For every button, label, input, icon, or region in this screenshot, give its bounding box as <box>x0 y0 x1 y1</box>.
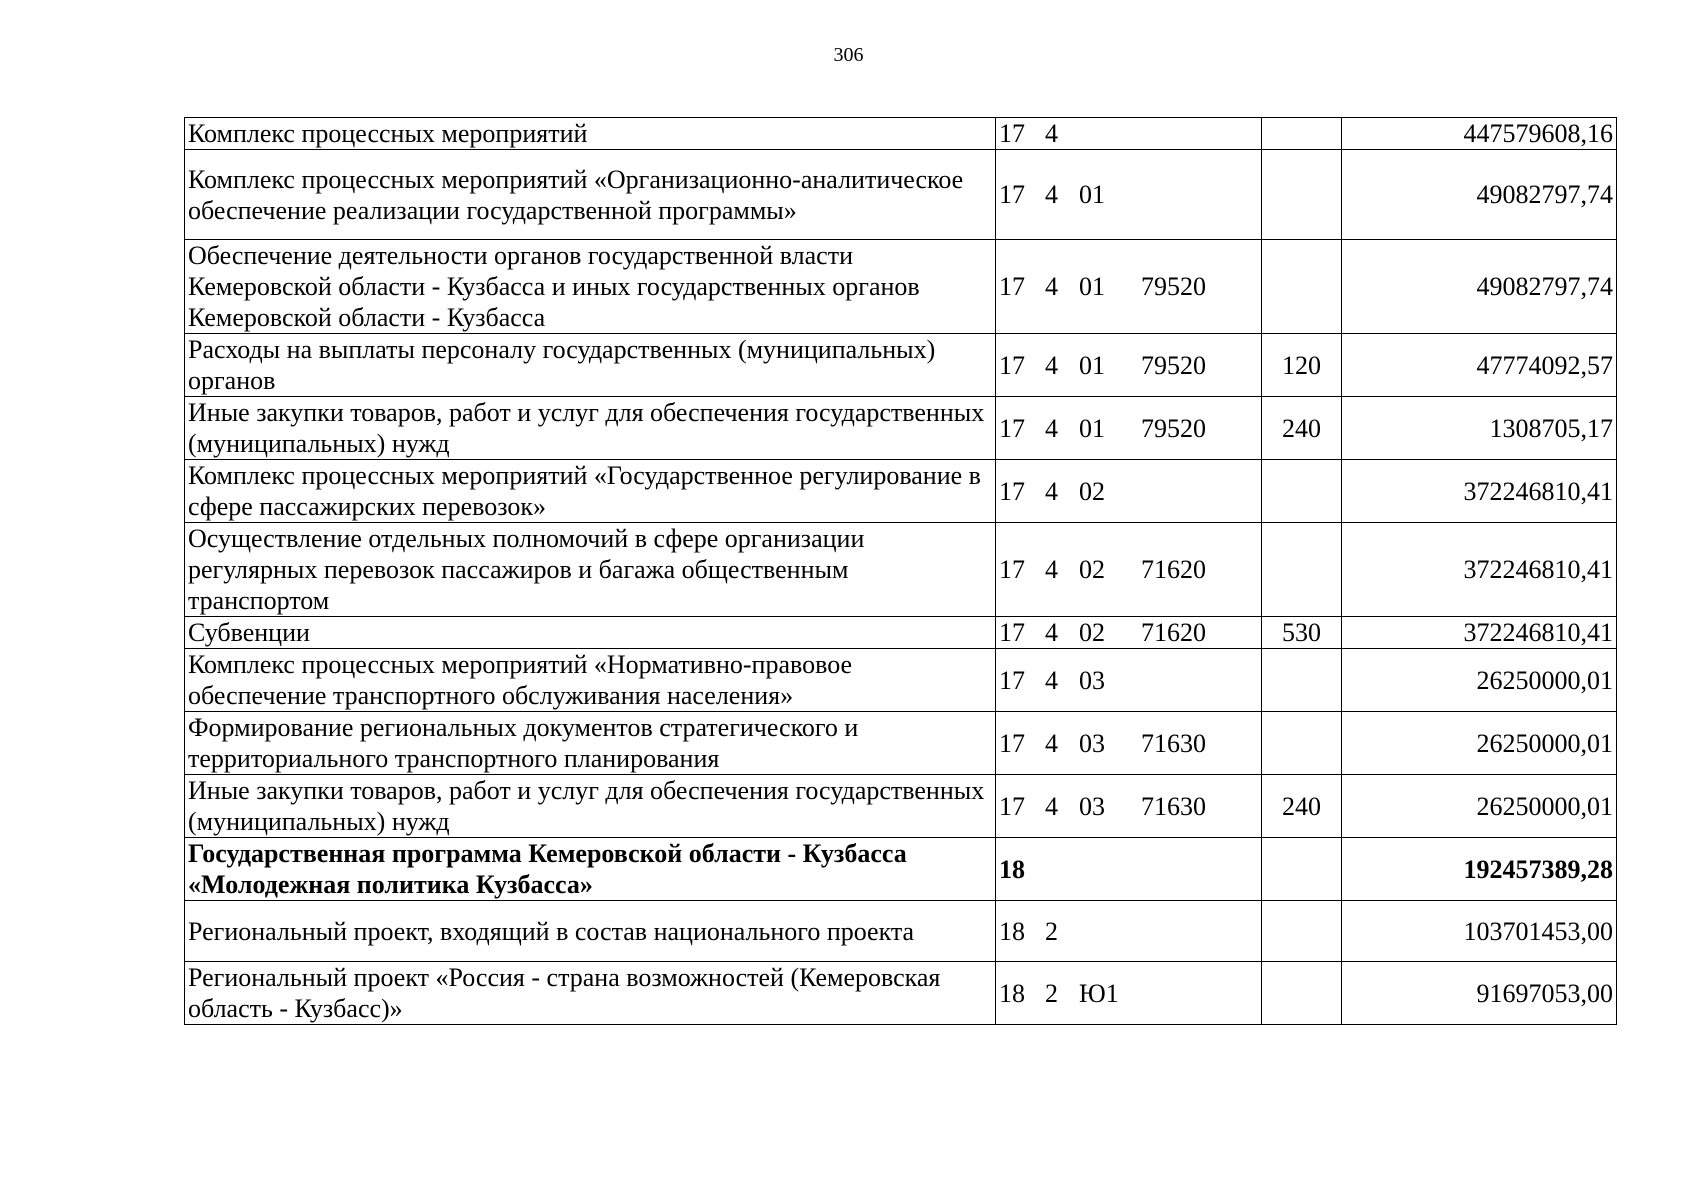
row-target-code <box>996 838 1262 901</box>
table-row <box>185 962 1617 1025</box>
row-amount: 103701453,00 <box>1342 901 1617 962</box>
row-target-code <box>996 775 1262 838</box>
code-structural-element: 02 <box>1079 618 1105 647</box>
code-structural-element: 01 <box>1079 413 1105 443</box>
row-expense-type <box>1262 649 1342 712</box>
code-structural-element: 03 <box>1079 791 1105 821</box>
row-name: Иные закупки товаров, работ и услуг для обеспечения государственных (муниципальных) нужд <box>185 397 996 460</box>
code-subprogram: 2 <box>1045 978 1058 1008</box>
row-amount: 26250000,01 <box>1342 775 1617 838</box>
row-target-code <box>996 397 1262 460</box>
code-direction: 79520 <box>1141 272 1206 301</box>
table-row <box>185 617 1617 649</box>
row-expense-type: 240 <box>1262 397 1342 460</box>
row-target-code <box>996 901 1262 962</box>
table-row <box>185 150 1617 240</box>
code-program: 17 <box>999 728 1025 758</box>
code-program: 17 <box>999 665 1025 695</box>
row-target-code <box>996 240 1262 334</box>
row-amount: 47774092,57 <box>1342 334 1617 397</box>
code-program: 17 <box>999 119 1025 148</box>
row-name: Формирование региональных документов стратегического и территориального транспортного планирования <box>185 712 996 775</box>
row-name: Комплекс процессных мероприятий «Организационно-аналитическое обеспечение реализации государственной программы» <box>185 150 996 240</box>
row-name: Государственная программа Кемеровской области - Кузбасса «Молодежная политика Кузбасса» <box>185 838 996 901</box>
row-name: Обеспечение деятельности органов государственной власти Кемеровской области - Кузбасса и иных государственных органов Кемеровской области - Кузбасса <box>185 240 996 334</box>
row-name: Расходы на выплаты персоналу государственных (муниципальных) органов <box>185 334 996 397</box>
code-subprogram: 2 <box>1045 916 1058 946</box>
budget-table <box>184 117 1617 1025</box>
row-expense-type <box>1262 962 1342 1025</box>
row-amount: 26250000,01 <box>1342 649 1617 712</box>
code-direction: 71630 <box>1141 728 1206 758</box>
code-subprogram: 4 <box>1045 555 1058 584</box>
row-name: Комплекс процессных мероприятий «Государственное регулирование в сфере пассажирских перевозок» <box>185 460 996 523</box>
table-row <box>185 712 1617 775</box>
code-subprogram: 4 <box>1045 476 1058 506</box>
code-program: 18 <box>999 854 1025 884</box>
row-expense-type <box>1262 838 1342 901</box>
code-subprogram: 4 <box>1045 350 1058 380</box>
code-program: 17 <box>999 555 1025 584</box>
row-name: Региональный проект, входящий в состав национального проекта <box>185 901 996 962</box>
row-expense-type <box>1262 712 1342 775</box>
row-expense-type <box>1262 240 1342 334</box>
code-program: 17 <box>999 476 1025 506</box>
row-amount: 192457389,28 <box>1342 838 1617 901</box>
table-row <box>185 523 1617 617</box>
row-amount: 372246810,41 <box>1342 523 1617 617</box>
row-target-code <box>996 334 1262 397</box>
code-structural-element: 02 <box>1079 476 1105 506</box>
row-target-code <box>996 962 1262 1025</box>
code-direction: 71630 <box>1141 791 1206 821</box>
code-program: 17 <box>999 791 1025 821</box>
row-target-code <box>996 617 1262 649</box>
code-subprogram: 4 <box>1045 791 1058 821</box>
row-target-code <box>996 649 1262 712</box>
table-row <box>185 901 1617 962</box>
code-structural-element: 03 <box>1079 665 1105 695</box>
code-subprogram: 4 <box>1045 413 1058 443</box>
row-amount: 372246810,41 <box>1342 617 1617 649</box>
row-amount: 1308705,17 <box>1342 397 1617 460</box>
page-number: 306 <box>833 44 864 66</box>
row-expense-type <box>1262 150 1342 240</box>
code-direction: 79520 <box>1141 350 1206 380</box>
code-program: 17 <box>999 413 1025 443</box>
code-program: 17 <box>999 618 1025 647</box>
table-row <box>185 397 1617 460</box>
row-name: Региональный проект «Россия - страна возможностей (Кемеровская область - Кузбасс)» <box>185 962 996 1025</box>
row-name: Иные закупки товаров, работ и услуг для обеспечения государственных (муниципальных) нужд <box>185 775 996 838</box>
table-row <box>185 460 1617 523</box>
code-program: 18 <box>999 916 1025 946</box>
row-name: Комплекс процессных мероприятий <box>185 118 996 150</box>
code-direction: 71620 <box>1141 618 1206 647</box>
code-structural-element: 02 <box>1079 555 1105 584</box>
row-amount: 91697053,00 <box>1342 962 1617 1025</box>
code-structural-element: Ю1 <box>1079 978 1119 1008</box>
code-program: 17 <box>999 180 1025 209</box>
row-amount: 26250000,01 <box>1342 712 1617 775</box>
code-subprogram: 4 <box>1045 728 1058 758</box>
row-name: Комплекс процессных мероприятий «Нормативно-правовое обеспечение транспортного обслуживания населения» <box>185 649 996 712</box>
code-subprogram: 4 <box>1045 618 1058 647</box>
code-structural-element: 03 <box>1079 728 1105 758</box>
row-target-code <box>996 712 1262 775</box>
row-target-code <box>996 460 1262 523</box>
code-direction: 71620 <box>1141 555 1206 584</box>
table-row <box>185 775 1617 838</box>
row-expense-type <box>1262 523 1342 617</box>
row-name: Осуществление отдельных полномочий в сфере организации регулярных перевозок пассажиров и багажа общественным транспортом <box>185 523 996 617</box>
table-row <box>185 240 1617 334</box>
row-expense-type: 120 <box>1262 334 1342 397</box>
table-row <box>185 649 1617 712</box>
code-program: 17 <box>999 350 1025 380</box>
row-name: Субвенции <box>185 617 996 649</box>
code-structural-element: 01 <box>1079 272 1105 301</box>
row-expense-type: 530 <box>1262 617 1342 649</box>
row-amount: 372246810,41 <box>1342 460 1617 523</box>
row-target-code <box>996 150 1262 240</box>
code-structural-element: 01 <box>1079 350 1105 380</box>
table-row <box>185 334 1617 397</box>
code-subprogram: 4 <box>1045 180 1058 209</box>
table-row <box>185 118 1617 150</box>
row-amount: 49082797,74 <box>1342 240 1617 334</box>
code-program: 17 <box>999 272 1025 301</box>
row-amount: 447579608,16 <box>1342 118 1617 150</box>
row-expense-type: 240 <box>1262 775 1342 838</box>
row-target-code <box>996 118 1262 150</box>
row-target-code <box>996 523 1262 617</box>
row-expense-type <box>1262 901 1342 962</box>
code-structural-element: 01 <box>1079 180 1105 209</box>
row-amount: 49082797,74 <box>1342 150 1617 240</box>
row-expense-type <box>1262 460 1342 523</box>
row-expense-type <box>1262 118 1342 150</box>
code-subprogram: 4 <box>1045 119 1058 148</box>
code-program: 18 <box>999 978 1025 1008</box>
table-row <box>185 838 1617 901</box>
budget-table-body <box>185 118 1617 1025</box>
code-subprogram: 4 <box>1045 272 1058 301</box>
code-direction: 79520 <box>1141 413 1206 443</box>
code-subprogram: 4 <box>1045 665 1058 695</box>
